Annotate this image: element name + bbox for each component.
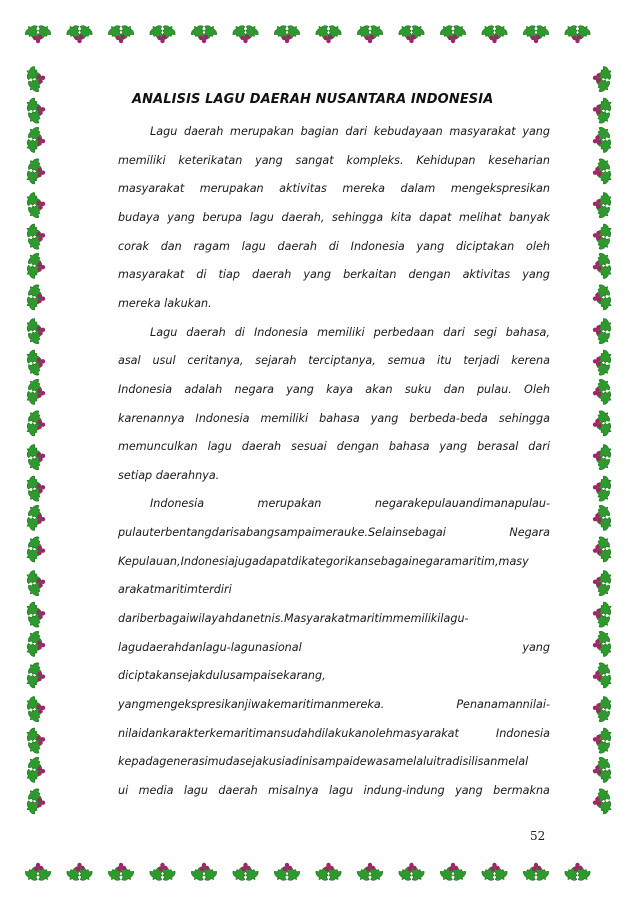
holly-sprig-icon — [589, 692, 616, 726]
word: yang — [416, 239, 445, 253]
word: daerah — [241, 440, 282, 454]
holly-sprig-icon — [521, 862, 552, 884]
text-line — [118, 210, 550, 226]
word: bagian — [300, 125, 339, 138]
text-line — [118, 382, 550, 398]
word: kebudayaan — [373, 125, 443, 138]
word: pulau. — [476, 382, 512, 396]
page-number: 52 — [530, 829, 546, 843]
holly-sprig-icon — [22, 188, 49, 222]
word: bermakna — [493, 783, 550, 797]
word: berkaitan — [343, 268, 397, 282]
holly-sprig-icon — [64, 22, 95, 44]
word: sejarah — [255, 354, 297, 368]
text-line — [118, 525, 550, 541]
word: Indonesia — [253, 325, 309, 339]
word: lagu — [207, 440, 232, 454]
word: yang — [286, 382, 314, 396]
text-line: arakatmaritimterdiri — [118, 583, 232, 597]
word: dengan — [408, 268, 451, 282]
holly-sprig-icon — [589, 753, 616, 787]
word: indung-indung — [363, 783, 445, 797]
text-line — [118, 640, 550, 656]
holly-sprig-icon — [22, 62, 49, 96]
word: sehingga — [498, 411, 550, 425]
holly-sprig-icon — [22, 406, 49, 440]
holly-sprig-icon — [589, 440, 616, 474]
word: aktivitas — [462, 268, 511, 282]
holly-sprig-icon — [22, 627, 49, 661]
word: bahasa — [319, 411, 360, 425]
text-line — [118, 697, 550, 713]
word: memiliki — [260, 411, 309, 425]
word: ceritanya, — [187, 354, 244, 368]
word: dari — [528, 440, 550, 454]
word: Negara — [509, 526, 550, 540]
word: mengekspresikan — [450, 182, 550, 196]
holly-sprig-icon — [22, 532, 49, 566]
holly-sprig-icon — [589, 375, 616, 409]
word: keseharian — [488, 153, 550, 167]
holly-sprig-icon — [272, 22, 303, 44]
word: negara — [234, 382, 274, 396]
word: ui — [118, 783, 129, 797]
word: lagu — [183, 783, 208, 797]
word: akan — [365, 382, 393, 396]
holly-sprig-icon — [589, 94, 616, 128]
word: dari — [443, 325, 465, 339]
word: di — [328, 239, 339, 253]
holly-sprig-icon — [589, 501, 616, 535]
text-line — [118, 496, 550, 512]
holly-sprig-icon — [396, 22, 427, 44]
word: merupakan — [230, 125, 294, 138]
word: segi — [473, 325, 497, 339]
word: kaya — [326, 382, 353, 396]
holly-sprig-icon — [230, 22, 261, 44]
word: masyarakat — [118, 268, 185, 282]
holly-sprig-icon — [355, 22, 386, 44]
word: Penanamannilai- — [456, 698, 550, 711]
holly-sprig-icon — [22, 501, 49, 535]
word: Indonesia — [350, 239, 405, 253]
holly-sprig-icon — [22, 154, 49, 188]
word: merupakan — [257, 497, 322, 511]
word: Lagu — [150, 325, 178, 339]
holly-sprig-icon — [23, 22, 54, 44]
holly-sprig-icon — [22, 658, 49, 692]
word: semua — [387, 354, 426, 368]
word: kita — [390, 210, 412, 224]
word: masyarakat — [118, 182, 185, 196]
word: yang — [167, 210, 195, 224]
text-line — [118, 153, 550, 169]
holly-sprig-icon — [589, 406, 616, 440]
text-line — [118, 267, 550, 283]
word: bahasa — [388, 440, 430, 454]
text-line — [118, 439, 550, 455]
holly-sprig-icon — [23, 862, 54, 884]
word: yang — [455, 783, 483, 797]
word: pulauterbentangdarisabangsampaimerauke.Selainsebagai — [118, 526, 446, 540]
text-line: diciptakansejakdulusampaisekarang, — [118, 669, 326, 683]
word: terjadi — [463, 354, 500, 368]
holly-sprig-icon — [147, 862, 178, 884]
holly-sprig-icon — [22, 753, 49, 787]
word: daerah, — [281, 210, 325, 224]
text-line: Kepulauan,Indonesiajugadapatdikategorikansebagainegaramaritim,masy — [118, 554, 529, 568]
holly-sprig-icon — [313, 22, 344, 44]
text-line — [118, 325, 550, 341]
word: dan — [443, 382, 465, 396]
word: Indonesia — [150, 497, 205, 511]
word: yangmengekspresikanjiwakemaritimanmereka. — [118, 698, 385, 711]
word: dan — [160, 239, 182, 253]
holly-sprig-icon — [106, 22, 137, 44]
holly-sprig-icon — [589, 532, 616, 566]
text-line — [118, 239, 550, 255]
holly-sprig-icon — [396, 862, 427, 884]
word: keterikatan — [178, 153, 243, 167]
word: sehingga — [332, 210, 384, 224]
text-line: mereka lakukan. — [118, 296, 212, 310]
holly-sprig-icon — [22, 724, 49, 758]
word: adalah — [184, 382, 223, 396]
word: Oleh — [524, 382, 550, 396]
word: yang — [370, 411, 399, 425]
text-line — [118, 181, 550, 197]
text-line — [118, 124, 550, 140]
word: Lagu — [150, 125, 178, 138]
text-line — [118, 411, 550, 427]
holly-sprig-icon — [589, 627, 616, 661]
word: banyak — [508, 210, 550, 224]
word: yang — [522, 268, 550, 282]
holly-sprig-icon — [313, 862, 344, 884]
word: terciptanya, — [308, 354, 376, 368]
holly-sprig-icon — [22, 692, 49, 726]
holly-sprig-icon — [589, 598, 616, 632]
holly-sprig-icon — [22, 123, 49, 157]
word: melihat — [459, 210, 502, 224]
holly-sprig-icon — [272, 862, 303, 884]
text-line — [118, 783, 550, 799]
holly-sprig-icon — [589, 784, 616, 818]
holly-sprig-icon — [22, 314, 49, 348]
holly-sprig-icon — [589, 220, 616, 254]
word: mereka — [342, 182, 385, 196]
holly-sprig-icon — [589, 188, 616, 222]
word: memiliki — [317, 325, 365, 339]
holly-sprig-icon — [64, 862, 95, 884]
word: masyarakat — [449, 125, 516, 138]
word: daerah — [183, 125, 224, 138]
holly-sprig-icon — [189, 22, 220, 44]
word: merupakan — [199, 182, 264, 196]
word: dalam — [400, 182, 436, 196]
holly-sprig-icon — [589, 123, 616, 157]
text-line — [118, 726, 550, 742]
word: usul — [152, 354, 176, 368]
holly-sprig-icon — [589, 280, 616, 314]
holly-sprig-icon — [589, 314, 616, 348]
holly-sprig-icon — [22, 566, 49, 600]
word: asal — [118, 354, 141, 368]
text-line: dariberbagaiwilayahdanetnis.Masyarakatmaritimmemilikilagu- — [118, 612, 469, 626]
holly-sprig-icon — [355, 862, 386, 884]
word: yang — [255, 153, 283, 167]
word: suku — [404, 382, 432, 396]
holly-sprig-icon — [22, 220, 49, 254]
text-line — [118, 353, 550, 369]
word: Indonesia — [195, 411, 250, 425]
word: corak — [118, 239, 149, 253]
word: misalnya — [268, 783, 319, 797]
word: Indonesia — [118, 382, 173, 396]
holly-sprig-icon — [106, 862, 137, 884]
holly-sprig-icon — [589, 472, 616, 506]
word: ragam — [193, 239, 230, 253]
holly-sprig-icon — [438, 22, 469, 44]
word: yang — [303, 268, 332, 282]
text-line: kepadagenerasimudasejakusiadinisampaidewasamelaluitradisilisanmelal — [118, 755, 529, 769]
holly-sprig-icon — [589, 658, 616, 692]
word: memiliki — [118, 153, 166, 167]
word: lagu — [241, 239, 266, 253]
holly-sprig-icon — [22, 784, 49, 818]
word: bahasa, — [505, 325, 550, 339]
holly-sprig-icon — [230, 862, 261, 884]
word: daerah — [251, 268, 292, 282]
holly-sprig-icon — [22, 94, 49, 128]
word: perbedaan — [373, 325, 435, 339]
word: berbeda-beda — [409, 411, 488, 425]
holly-sprig-icon — [438, 862, 469, 884]
word: dengan — [336, 440, 379, 454]
word: yang — [439, 440, 468, 454]
holly-sprig-icon — [589, 249, 616, 283]
word: berupa — [202, 210, 243, 224]
word: diciptakan — [455, 239, 515, 253]
word: daerah — [277, 239, 317, 253]
word: nilaidankarakterkemaritimansudahdilakukanolehmasyarakat — [118, 726, 459, 740]
holly-sprig-icon — [562, 862, 593, 884]
word: lagudaerahdanlagu-lagunasional — [118, 640, 302, 654]
holly-sprig-icon — [22, 375, 49, 409]
word: di — [234, 325, 245, 339]
word: Kehidupan — [416, 153, 476, 167]
word: memunculkan — [118, 440, 198, 454]
holly-sprig-icon — [189, 862, 220, 884]
word: kompleks. — [346, 153, 404, 167]
word: berasal — [477, 440, 519, 454]
word: karenannya — [118, 411, 185, 425]
text-line: setiap daerahnya. — [118, 468, 220, 482]
word: aktivitas — [279, 182, 327, 196]
word: sangat — [295, 153, 334, 167]
holly-sprig-icon — [589, 346, 616, 380]
word: lagu — [249, 210, 274, 224]
word: dari — [345, 125, 368, 138]
word: oleh — [526, 239, 550, 253]
document-title: ANALISIS LAGU DAERAH NUSANTARA INDONESIA — [132, 92, 494, 107]
holly-sprig-icon — [589, 62, 616, 96]
holly-sprig-icon — [22, 598, 49, 632]
holly-sprig-icon — [562, 22, 593, 44]
holly-sprig-icon — [22, 280, 49, 314]
word: daerah — [218, 783, 258, 797]
holly-sprig-icon — [589, 566, 616, 600]
word: yang — [522, 640, 550, 654]
holly-sprig-icon — [22, 440, 49, 474]
word: dapat — [419, 210, 452, 224]
holly-sprig-icon — [589, 724, 616, 758]
word: Indonesia — [495, 726, 550, 740]
word: kerena — [511, 354, 550, 368]
holly-sprig-icon — [479, 862, 510, 884]
word: media — [138, 783, 174, 797]
word: sesuai — [291, 440, 327, 454]
word: itu — [436, 354, 452, 368]
holly-sprig-icon — [479, 22, 510, 44]
holly-sprig-icon — [22, 472, 49, 506]
word: tiap — [218, 268, 240, 282]
holly-sprig-icon — [147, 22, 178, 44]
word: yang — [522, 125, 550, 138]
word: budaya — [118, 210, 160, 224]
holly-sprig-icon — [22, 346, 49, 380]
word: lagu — [328, 783, 354, 797]
holly-sprig-icon — [22, 249, 49, 283]
word: negarakepulauandimanapulau- — [374, 497, 550, 511]
word: daerah — [186, 325, 226, 339]
holly-sprig-icon — [589, 154, 616, 188]
word: di — [196, 268, 207, 282]
holly-sprig-icon — [521, 22, 552, 44]
